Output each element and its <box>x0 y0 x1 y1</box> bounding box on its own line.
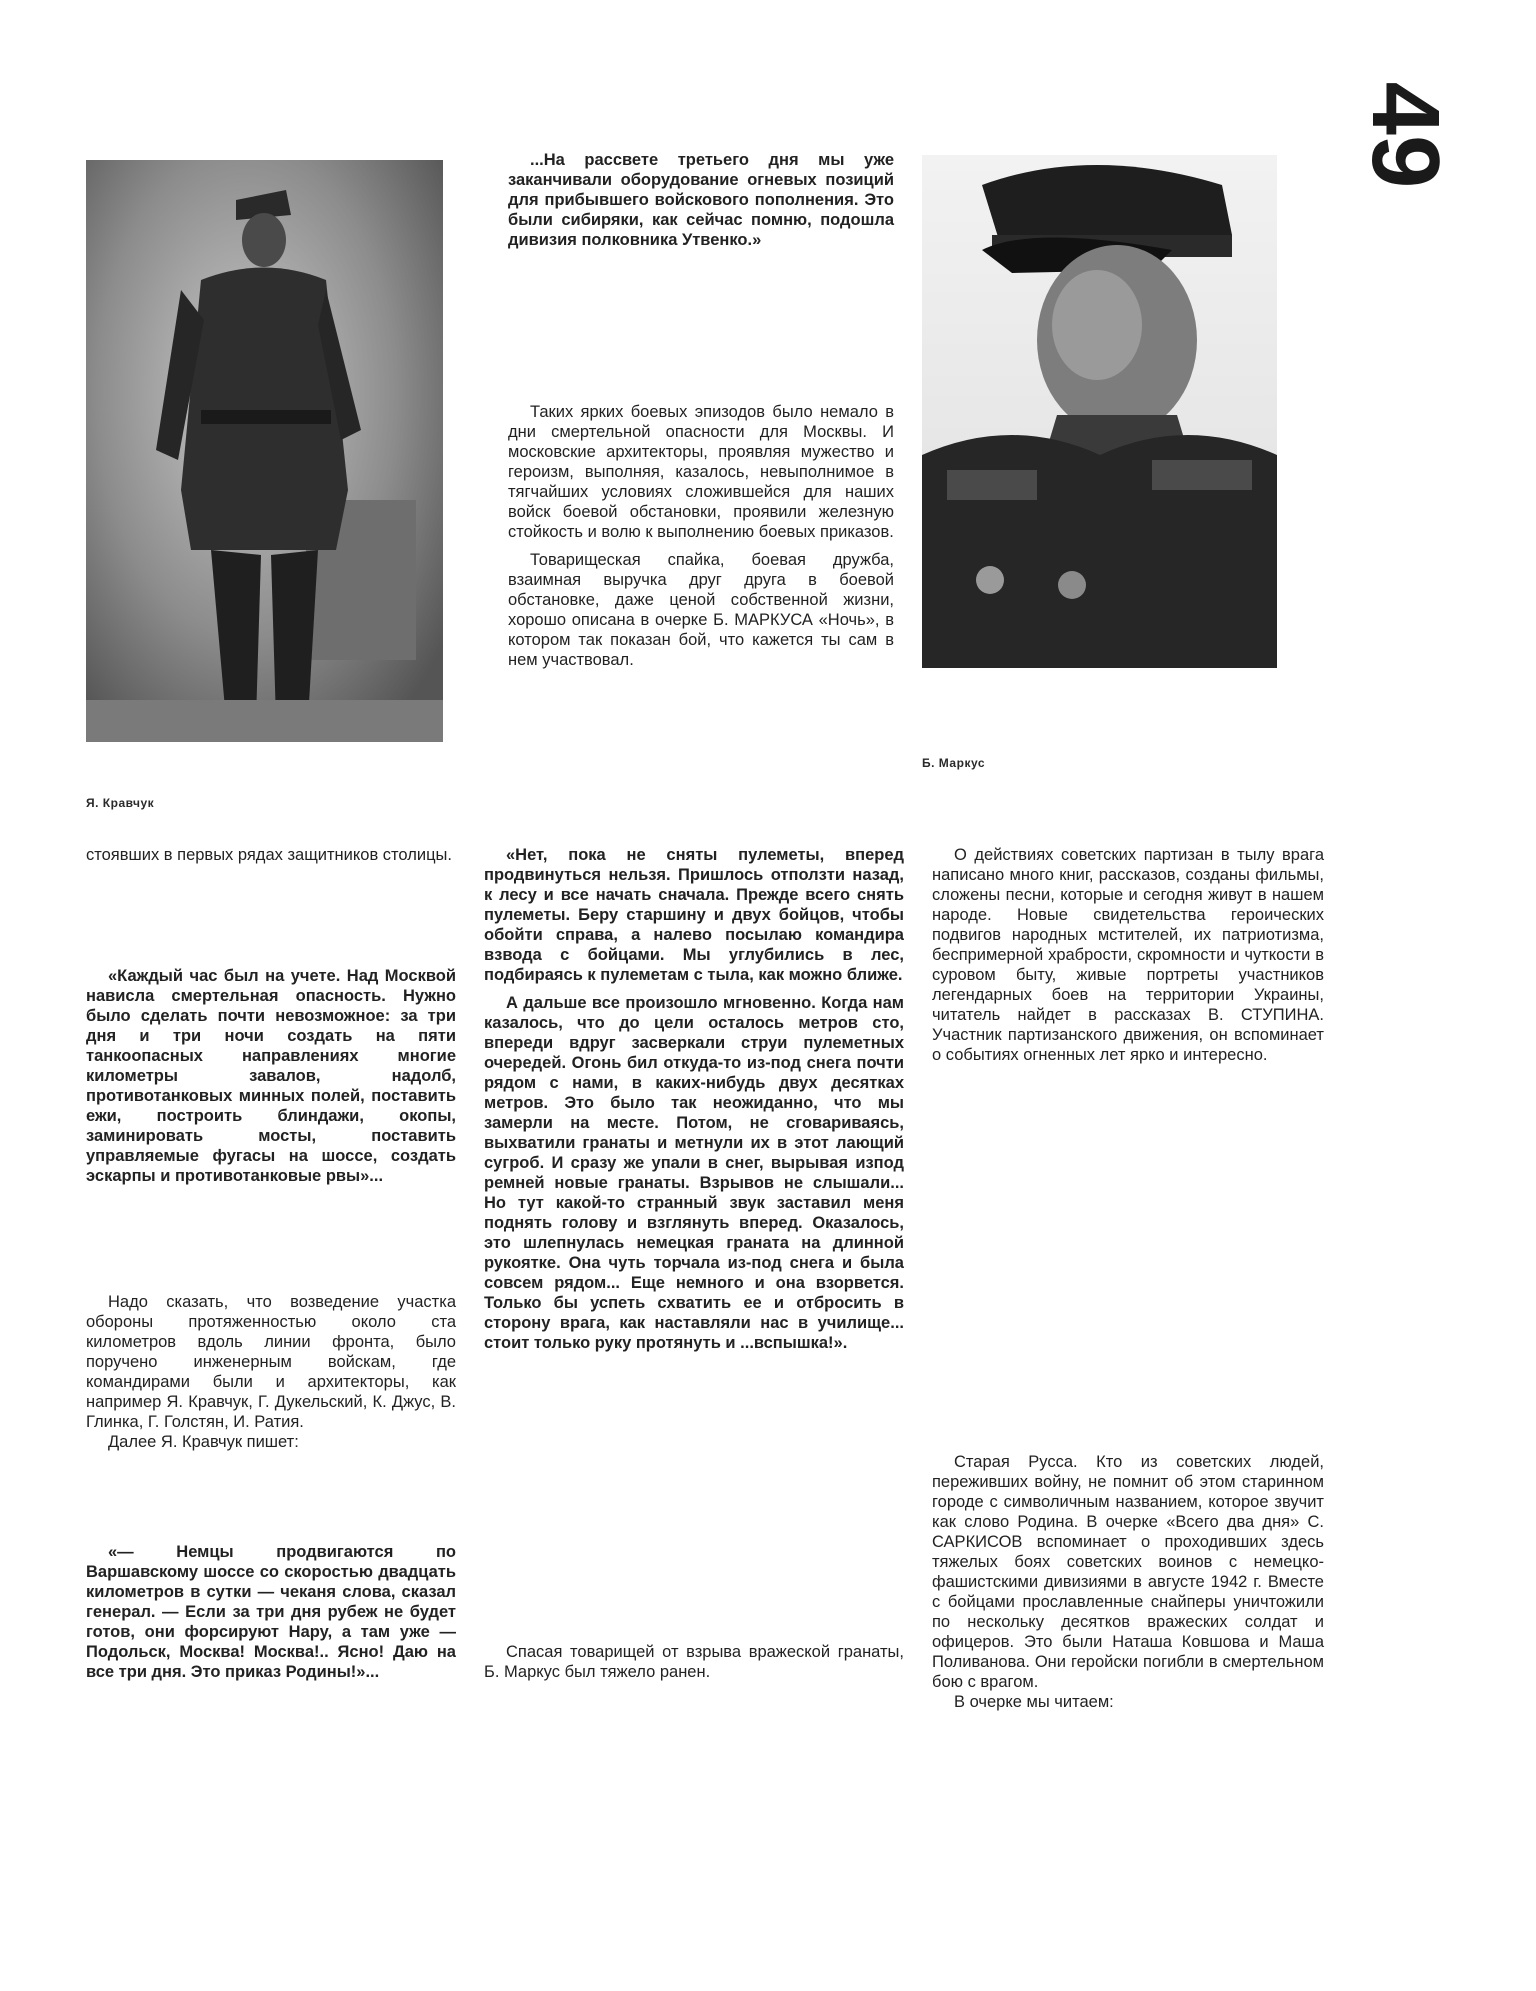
column-1-text <box>86 1292 456 1452</box>
column-1-lead <box>86 845 456 865</box>
column-3-text-bottom <box>932 1452 1324 1712</box>
photo-markus <box>922 155 1277 668</box>
column-1-quote-1 <box>86 966 456 1186</box>
soldier-figure-image <box>86 160 443 742</box>
quote-paragraph: А дальше все произошло мгновенно. Когда нам казалось, что до цели осталось метров сто, впереди вдруг засверкали струи пулеметных очередей. Огонь бил откуда-то из-под снега почти рядом с нами, в каких-нибудь двух десятках метров. Это было так неожиданно, что мы замерли на месте. Потом, не сговариваясь, выхватили гранаты и метнули их в этот лающий сугроб. И сразу же упали в снег, вырывая изпод ремней новые гранаты. Взрывов не слышали... Но тут какой-то странный звук заставил меня поднять голову и взглянуть вперед. Оказалось, это шлепнулась немецкая граната на длинной рукоятке. Она чуть торчала из-под снега и была совсем рядом... Еще немного и она взорвется. Только бы успеть схватить ее и отбросить в сторону врага, как наставляли нас в училище... стоит только руку протянуть и ...вспышка!». <box>484 994 904 1352</box>
paragraph: Далее Я. Кравчук пишет: <box>108 1433 299 1451</box>
paragraph: Надо сказать, что возведение участка обороны протяженностью около ста километров вдоль линии фронта, было поручено инженерным войскам, где командирами были и архитекторы, как например Я. Кравчук, Г. Дукельский, К. Джус, В. Глинка, Г. Голстян, И. Ратия. <box>86 1293 456 1431</box>
column-1-quote-2 <box>86 1542 456 1682</box>
column-2-text <box>484 1642 904 1682</box>
paragraph: Товарищеская спайка, боевая дружба, взаимная выручка друг друга в боевой обстановке, даже ценой собственной жизни, хорошо описана в очерке Б. МАРКУСА «Ночь», в котором так показан бой, что кажется ты сам в нем участвовал. <box>508 551 894 669</box>
photo-kravchuk <box>86 160 443 742</box>
officer-portrait-image <box>922 155 1277 668</box>
caption-markus: Б. Маркус <box>922 756 985 770</box>
paragraph: Старая Русса. Кто из советских людей, переживших войну, не помнит об этом старинном городе с символичным названием, которое звучит как слово Родина. В очерке «Всего два дня» С. САРКИСОВ вспоминает о проходивших здесь тяжелых боях советских воинов с немецко-фашистскими дивизиями в августе 1942 г. Вместе с бойцами прославленные снайперы уничтожили по нескольку десятков вражеских солдат и офицеров. Это были Наташа Ковшова и Маша Поливанова. Они геройски погибли в смертельном бою с врагом. <box>932 1453 1324 1691</box>
paragraph: О действиях советских партизан в тылу врага написано много книг, рассказов, созданы фильмы, сложены песни, которые и сегодня живут в нашем народе. Новые свидетельства героических подвигов народных мстителей, их патриотизма, беспримерной храбрости, скромности и чуткости в суровом быту, живые портреты участников легендарных боев на территории Украины, читатель найдет в рассказах В. СТУПИНА. Участник партизанского движения, он вспоминает о событиях огненных лет ярко и интересно. <box>932 846 1324 1064</box>
quote-paragraph: ...На рассвете третьего дня мы уже заканчивали оборудование огневых позиций для прибывшего войскового пополнения. Это были сибиряки, как сейчас помню, подошла дивизия полковника Утвенко.» <box>508 151 894 249</box>
quote-paragraph: «Каждый час был на учете. Над Москвой нависла смертельная опасность. Нужно было сделать почти невозможное: за три дня и три ночи создать на пяти танкоопасных направлениях многие километры завалов, надолб, противотанковых минных полей, поставить ежи, построить блиндажи, окопы, заминировать мосты, поставить управляемые фугасы на шоссе, создать эскарпы и противотанковые рвы»... <box>86 967 456 1185</box>
top-quote-block <box>508 150 894 250</box>
quote-paragraph: «Нет, пока не сняты пулеметы, вперед продвинуться нельзя. Пришлось отползти назад, к лесу и все начать сначала. Прежде всего снять пулеметы. Беру старшину и двух бойцов, чтобы обойти справа, а налево посылаю командира взвода с бойцами. Мы углубились в лес, подбираясь к пулеметам с тыла, как можно ближе. <box>484 846 904 984</box>
quote-paragraph: «— Немцы продвигаются по Варшавскому шоссе со скоростью двадцать километров в сутки — чеканя слова, сказал генерал. — Если за три дня рубеж не будет готов, они форсируют Нару, а там уже — Подольск, Москва! Москва!.. Ясно! Даю на все три дня. Это приказ Родины!»... <box>86 1543 456 1681</box>
top-middle-text <box>508 402 894 670</box>
paragraph: Таких ярких боевых эпизодов было немало в дни смертельной опасности для Москвы. И московские архитекторы, проявляя мужество и героизм, выполняя, казалось, невыполнимое в тягчайших условиях сложившейся для наших войск боевой обстановки, проявили железную стойкость и волю к выполнению боевых приказов. <box>508 403 894 541</box>
paragraph: В очерке мы читаем: <box>954 1693 1114 1711</box>
page-number: 49 <box>1352 81 1459 189</box>
caption-kravchuk: Я. Кравчук <box>86 796 155 810</box>
paragraph: стоявших в первых рядах защитников столицы. <box>86 846 452 864</box>
column-2-quote <box>484 845 904 1353</box>
paragraph: Спасая товарищей от взрыва вражеской гранаты, Б. Маркус был тяжело ранен. <box>484 1643 904 1681</box>
column-3-text-top <box>932 845 1324 1065</box>
